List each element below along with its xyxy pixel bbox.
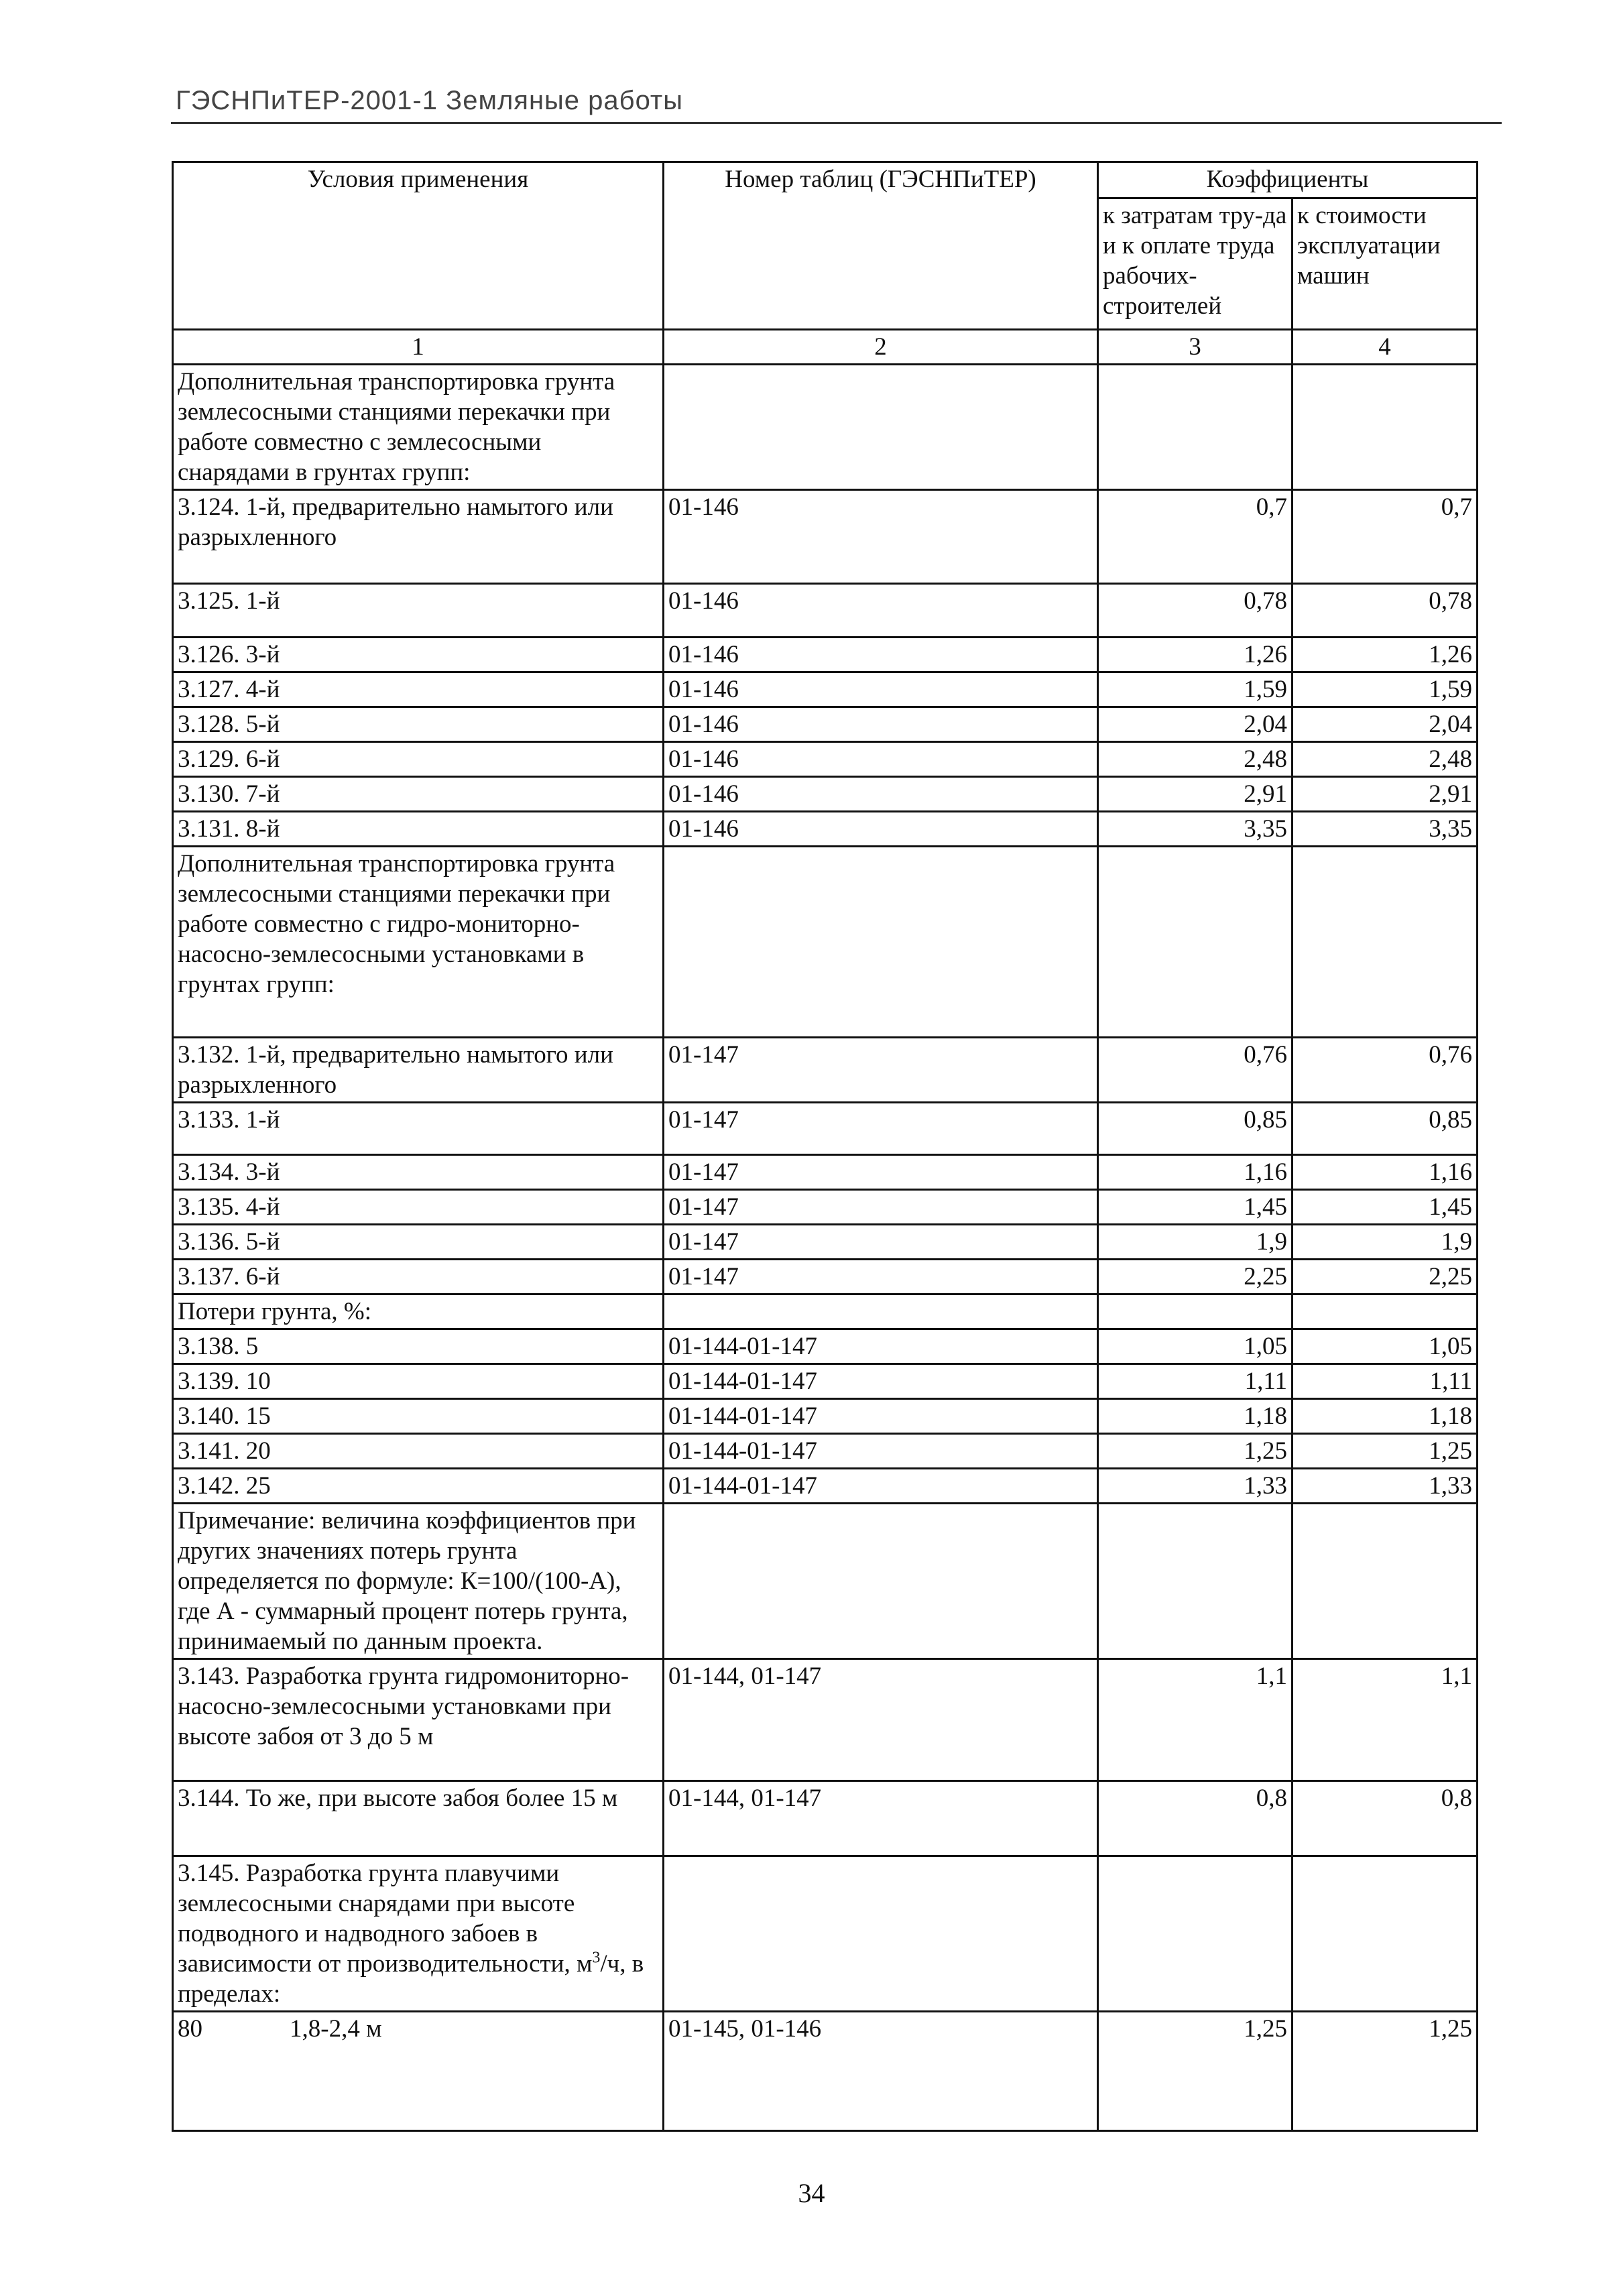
cell-labor: 2,04 [1098,707,1293,742]
cell-labor: 3,35 [1098,812,1293,847]
cell-conditions: Дополнительная транспортировка грунта землесосными станциями перекачки при работе совместно с землесосными снарядами в грунтах групп: [173,365,664,490]
cell-labor: 1,45 [1098,1190,1293,1225]
table-row [173,2012,1478,2131]
table-row [173,1781,1478,1856]
cell-table-number [664,1856,1098,2012]
cell-conditions: 3.128. 5-й [173,707,664,742]
header-machines: к стоимости эксплуатации машин [1293,198,1478,330]
cell-machines: 1,1 [1293,1659,1478,1781]
cell-conditions: 3.139. 10 [173,1364,664,1399]
cell-conditions: 3.135. 4-й [173,1190,664,1225]
cell-labor: 1,11 [1098,1364,1293,1399]
cell-conditions: 3.137. 6-й [173,1260,664,1294]
cell-conditions: 3.138. 5 [173,1329,664,1364]
table-row [173,1469,1478,1504]
table-row [173,1155,1478,1190]
header-labor: к затратам тру-да и к оплате труда рабочих-строителей [1098,198,1293,330]
table-row [173,490,1478,584]
face-height-range: 1,8-2,4 м [290,2015,382,2043]
cell-labor: 1,25 [1098,1434,1293,1469]
cell-labor: 2,25 [1098,1260,1293,1294]
cubic-superscript: 3 [592,1949,601,1967]
cell-machines: 1,11 [1293,1364,1478,1399]
cell-table-number: 01-146 [664,742,1098,777]
cell-labor [1098,365,1293,490]
cell-table-number: 01-146 [664,812,1098,847]
table-row [173,672,1478,707]
cell-labor: 1,25 [1098,2012,1293,2131]
column-number-1: 1 [173,330,664,365]
header-table-number: Номер таблиц (ГЭСНПиТЕР) [664,162,1098,330]
coefficients-table [172,161,1478,2132]
cell-labor: 2,91 [1098,777,1293,812]
column-number-4: 4 [1293,330,1478,365]
cell-conditions: 3.132. 1-й, предварительно намытого или разрыхленного [173,1038,664,1103]
table-row [173,1856,1478,2012]
header-rule [171,122,1502,124]
cell-table-number: 01-147 [664,1155,1098,1190]
cell-table-number: 01-146 [664,638,1098,672]
cell-labor: 1,9 [1098,1225,1293,1260]
cell-machines [1293,365,1478,490]
table-row [173,1190,1478,1225]
cell-machines: 1,33 [1293,1469,1478,1504]
cell-labor: 1,26 [1098,638,1293,672]
cell-machines: 2,48 [1293,742,1478,777]
cell-conditions: 3.143. Разработка грунта гидромониторно-насосно-землесосными установками при высоте забоя от 3 до 5 м [173,1659,664,1781]
table-row [173,1434,1478,1469]
cell-labor: 1,59 [1098,672,1293,707]
conditions-text-end: /ч, в пределах: [178,1950,644,2008]
productivity-value: 80 [178,2015,202,2043]
table-row [173,847,1478,1038]
table-row [173,812,1478,847]
header-coefficients: Коэффициенты [1098,162,1478,198]
cell-labor: 1,16 [1098,1155,1293,1190]
cell-machines [1293,1294,1478,1329]
cell-conditions: Примечание: величина коэффициентов при других значениях потерь грунта определяется по формуле: К=100/(100-А), где А - суммарный процент потерь грунта, принимаемый по данным проекта. [173,1504,664,1659]
conditions-text: 3.145. Разработка грунта плавучими землесосными снарядами при высоте подводного и надводного забоев в зависимости от производительности, м [178,1860,593,1978]
cell-machines: 0,7 [1293,490,1478,584]
cell-conditions: 3.130. 7-й [173,777,664,812]
cell-labor: 1,05 [1098,1329,1293,1364]
cell-machines: 1,59 [1293,672,1478,707]
cell-table-number: 01-145, 01-146 [664,2012,1098,2131]
cell-machines [1293,847,1478,1038]
cell-machines: 1,25 [1293,2012,1478,2131]
table-row [173,1038,1478,1103]
cell-table-number: 01-144, 01-147 [664,1659,1098,1781]
cell-machines: 1,45 [1293,1190,1478,1225]
cell-conditions: 3.141. 20 [173,1434,664,1469]
cell-machines: 1,18 [1293,1399,1478,1434]
cell-conditions: Потери грунта, %: [173,1294,664,1329]
cell-table-number: 01-146 [664,777,1098,812]
cell-labor [1098,1504,1293,1659]
column-number-3: 3 [1098,330,1293,365]
cell-table-number: 01-147 [664,1038,1098,1103]
column-number-2: 2 [664,330,1098,365]
cell-machines: 0,8 [1293,1781,1478,1856]
cell-machines: 1,05 [1293,1329,1478,1364]
cell-table-number: 01-147 [664,1190,1098,1225]
cell-table-number: 01-144-01-147 [664,1399,1098,1434]
table-row [173,777,1478,812]
cell-table-number: 01-146 [664,584,1098,638]
cell-labor: 0,8 [1098,1781,1293,1856]
table-row [173,638,1478,672]
cell-table-number [664,1294,1098,1329]
cell-table-number: 01-146 [664,490,1098,584]
table-row [173,1225,1478,1260]
cell-machines: 1,25 [1293,1434,1478,1469]
cell-conditions: 3.133. 1-й [173,1103,664,1155]
cell-labor: 0,76 [1098,1038,1293,1103]
cell-conditions: 3.140. 15 [173,1399,664,1434]
cell-machines: 1,16 [1293,1155,1478,1190]
cell-machines [1293,1504,1478,1659]
cell-conditions: Дополнительная транспортировка грунта землесосными станциями перекачки при работе совместно с гидро-мониторно-насосно-землесосными установками в грунтах групп: [173,847,664,1038]
table-row [173,707,1478,742]
cell-table-number: 01-147 [664,1225,1098,1260]
table-row [173,1294,1478,1329]
cell-machines: 0,85 [1293,1103,1478,1155]
cell-labor: 2,48 [1098,742,1293,777]
cell-labor [1098,1294,1293,1329]
cell-conditions: 3.136. 5-й [173,1225,664,1260]
cell-machines: 2,91 [1293,777,1478,812]
cell-table-number: 01-147 [664,1260,1098,1294]
header-conditions: Условия применения [173,162,664,330]
cell-conditions: 3.134. 3-й [173,1155,664,1190]
cell-machines: 2,25 [1293,1260,1478,1294]
cell-table-number [664,847,1098,1038]
cell-machines: 0,78 [1293,584,1478,638]
cell-table-number: 01-147 [664,1103,1098,1155]
cell-conditions: 3.127. 4-й [173,672,664,707]
table-row [173,365,1478,490]
table-row [173,1659,1478,1781]
cell-table-number: 01-146 [664,707,1098,742]
cell-labor [1098,847,1293,1038]
cell-conditions: 3.124. 1-й, предварительно намытого или разрыхленного [173,490,664,584]
table-row [173,1364,1478,1399]
cell-conditions: 3.142. 25 [173,1469,664,1504]
cell-conditions: 3.126. 3-й [173,638,664,672]
cell-table-number [664,365,1098,490]
cell-conditions: 3.125. 1-й [173,584,664,638]
cell-machines: 1,26 [1293,638,1478,672]
cell-conditions [173,1856,664,2012]
cell-table-number: 01-144-01-147 [664,1434,1098,1469]
cell-table-number: 01-144-01-147 [664,1329,1098,1364]
cell-labor: 1,33 [1098,1469,1293,1504]
table-row [173,584,1478,638]
cell-table-number: 01-144-01-147 [664,1469,1098,1504]
cell-table-number: 01-146 [664,672,1098,707]
cell-machines: 2,04 [1293,707,1478,742]
cell-machines: 0,76 [1293,1038,1478,1103]
cell-machines: 1,9 [1293,1225,1478,1260]
page-number: 34 [798,2178,825,2208]
cell-conditions: 3.144. То же, при высоте забоя более 15 м [173,1781,664,1856]
cell-labor: 0,78 [1098,584,1293,638]
cell-conditions [173,2012,664,2131]
cell-conditions: 3.129. 6-й [173,742,664,777]
cell-table-number: 01-144-01-147 [664,1364,1098,1399]
running-header: ГЭСНПиТЕР-2001-1 Земляные работы [176,86,683,115]
table-row [173,742,1478,777]
table-row [173,1399,1478,1434]
cell-labor: 0,7 [1098,490,1293,584]
cell-machines: 3,35 [1293,812,1478,847]
cell-labor: 0,85 [1098,1103,1293,1155]
cell-labor: 1,18 [1098,1399,1293,1434]
table-row [173,1329,1478,1364]
cell-table-number: 01-144, 01-147 [664,1781,1098,1856]
table-row [173,1504,1478,1659]
cell-machines [1293,1856,1478,2012]
table-row [173,1260,1478,1294]
cell-labor [1098,1856,1293,2012]
table-row [173,1103,1478,1155]
cell-table-number [664,1504,1098,1659]
cell-conditions: 3.131. 8-й [173,812,664,847]
cell-labor: 1,1 [1098,1659,1293,1781]
